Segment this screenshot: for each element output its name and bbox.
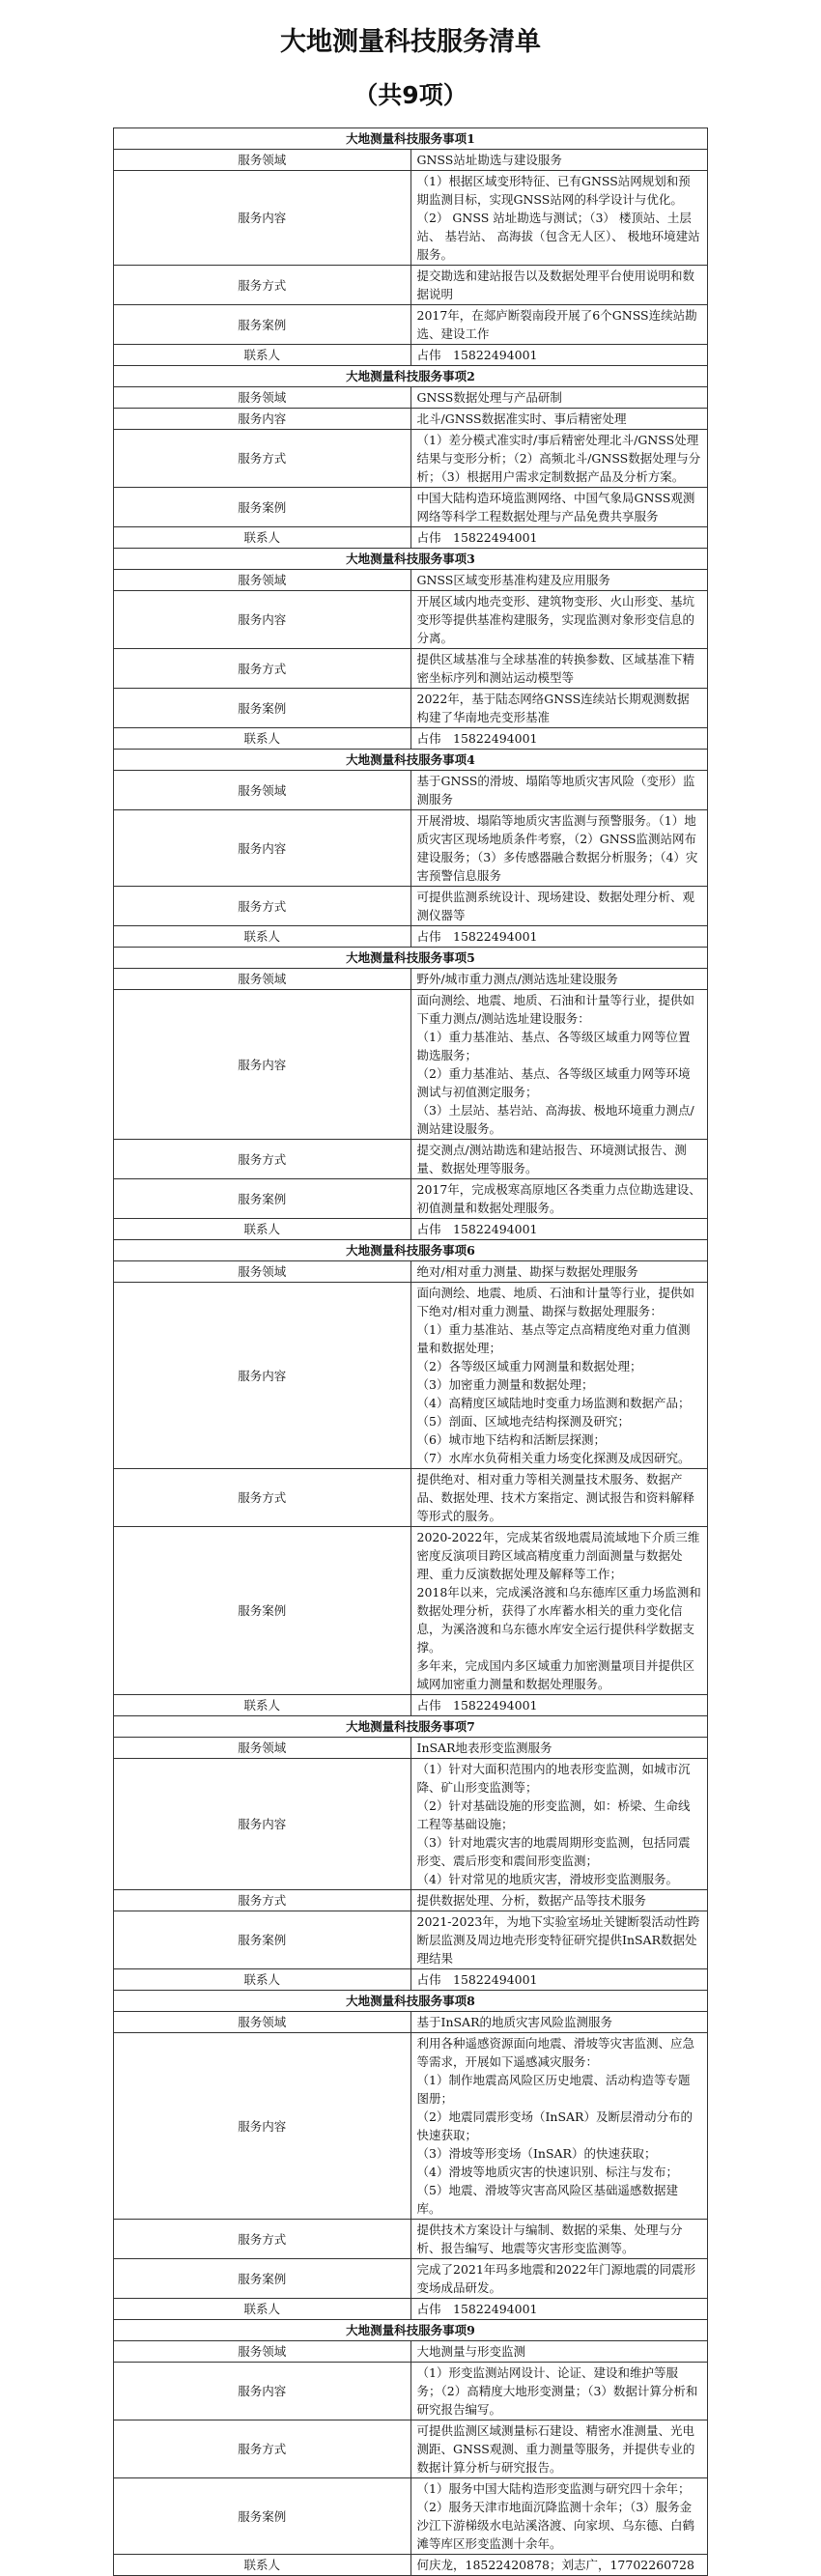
item-case-line: 2020-2022年，完成某省级地震局流域地下介质三维密度反演项目跨区域高精度重力剖面测量与数据处理、重力反演数据处理及解释等工作；: [416, 1530, 700, 1581]
row-label-method: 服务方式: [114, 2420, 411, 2478]
item-content-line: （3）土层站、基岩站、高海拔、极地环境重力测点/测站建设服务。: [416, 1103, 694, 1136]
row-label-content: 服务内容: [114, 171, 411, 266]
item-heading: 大地测量科技服务事项8: [114, 1991, 708, 2012]
item-content-line: （3）针对地震灾害的地震周期形变监测，包括同震形变、震后形变和震间形变监测；: [416, 1835, 691, 1868]
row-label-method: 服务方式: [114, 1469, 411, 1527]
item-case-value: [410, 689, 708, 728]
item-method-value: [410, 649, 708, 689]
item-heading: 大地测量科技服务事项7: [114, 1716, 708, 1738]
item-method-line: 提供技术方案设计与编制、数据的采集、处理与分析、报告编写、地震等灾害形变监测等。: [416, 2222, 683, 2255]
item-heading-row: [114, 750, 708, 771]
item-contact-row: [114, 2299, 708, 2320]
item-case-row: [114, 1527, 708, 1695]
item-content-row: [114, 171, 708, 266]
item-contact-row: [114, 345, 708, 366]
item-field-value: InSAR地表形变监测服务: [410, 1738, 708, 1759]
row-label-contact: 联系人: [114, 1969, 411, 1991]
item-method-value: [410, 1140, 708, 1179]
item-method-value: [410, 1469, 708, 1527]
item-method-line: 提供数据处理、分析，数据产品等技术服务: [416, 1893, 647, 1908]
item-field-value: 绝对/相对重力测量、勘探与数据处理服务: [410, 1261, 708, 1283]
item-content-line: 面向测绘、地震、地质、石油和计量等行业，提供如下重力测点/测站选址建设服务：: [416, 993, 695, 1026]
row-label-method: 服务方式: [114, 649, 411, 689]
item-heading: 大地测量科技服务事项4: [114, 750, 708, 771]
item-contact-row: [114, 1219, 708, 1240]
item-content-line: （1）针对大面积范围内的地表形变监测，如城市沉降、矿山形变监测等；: [416, 1762, 691, 1795]
item-case-value: [410, 305, 708, 345]
row-label-method: 服务方式: [114, 2220, 411, 2259]
item-field-value: 基于GNSS的滑坡、塌陷等地质灾害风险（变形）监测服务: [410, 771, 708, 810]
item-heading-row: [114, 1240, 708, 1261]
item-content-line: （5）地震、滑坡等灾害高风险区基础遥感数据建库。: [416, 2183, 678, 2216]
row-label-method: 服务方式: [114, 266, 411, 305]
item-field-row: [114, 1738, 708, 1759]
item-heading-row: [114, 1716, 708, 1738]
item-content-row: [114, 2363, 708, 2420]
row-label-field: 服务领域: [114, 2341, 411, 2363]
row-label-method: 服务方式: [114, 1140, 411, 1179]
item-content-value: [410, 990, 708, 1140]
item-case-row: [114, 2259, 708, 2299]
row-label-field: 服务领域: [114, 150, 411, 171]
item-field-row: [114, 1261, 708, 1283]
row-label-field: 服务领域: [114, 771, 411, 810]
item-case-value: [410, 488, 708, 527]
item-field-row: [114, 387, 708, 409]
item-contact-value: 占伟 15822494001: [410, 1219, 708, 1240]
item-content-line: （5）剖面、区域地壳结构探测及研究；: [416, 1414, 630, 1429]
item-field-value: 基于InSAR的地质灾害风险监测服务: [410, 2012, 708, 2033]
item-field-value: 野外/城市重力测点/测站选址建设服务: [410, 969, 708, 990]
item-contact-value: 占伟 15822494001: [410, 345, 708, 366]
item-case-value: [410, 1179, 708, 1219]
item-method-line: 提供区域基准与全球基准的转换参数、区域基准下精密坐标序列和测站运动模型等: [416, 652, 695, 685]
item-contact-value: 占伟 15822494001: [410, 1695, 708, 1716]
item-contact-row: [114, 1969, 708, 1991]
item-case-line: 中国大陆构造环境监测网络、中国气象局GNSS观测网络等科学工程数据处理与产品免费共享服务: [416, 491, 695, 524]
item-content-line: （4）针对常见的地质灾害，滑坡形变监测服务。: [416, 1872, 678, 1886]
item-method-value: [410, 2220, 708, 2259]
item-heading-row: [114, 549, 708, 570]
item-case-row: [114, 1179, 708, 1219]
item-content-line: （4）滑坡等地质灾害的快速识别、标注与发布；: [416, 2165, 678, 2179]
item-heading: 大地测量科技服务事项1: [114, 128, 708, 150]
item-method-line: 提交勘选和建站报告以及数据处理平台使用说明和数据说明: [416, 269, 695, 301]
item-content-row: [114, 990, 708, 1140]
document-page: [0, 25, 821, 2576]
item-method-row: [114, 2220, 708, 2259]
item-method-row: [114, 1140, 708, 1179]
item-content-line: （2）各等级区域重力网测量和数据处理；: [416, 1359, 642, 1373]
item-field-row: [114, 2012, 708, 2033]
row-label-content: 服务内容: [114, 591, 411, 649]
item-method-value: [410, 887, 708, 926]
item-heading: 大地测量科技服务事项3: [114, 549, 708, 570]
item-field-row: [114, 150, 708, 171]
row-label-case: 服务案例: [114, 689, 411, 728]
row-label-case: 服务案例: [114, 2478, 411, 2555]
item-content-line: 面向测绘、地震、地质、石油和计量等行业，提供如下绝对/相对重力测量、勘探与数据处理服务：: [416, 1286, 695, 1318]
item-contact-value: 何庆龙，18522420878；刘志广，17702260728: [410, 2555, 708, 2576]
row-label-case: 服务案例: [114, 1527, 411, 1695]
item-method-row: [114, 266, 708, 305]
item-content-line: （7）水库水负荷相关重力场变化探测及成因研究。: [416, 1451, 691, 1465]
item-content-line: （2）地震同震形变场（InSAR）及断层滑动分布的快速获取；: [416, 2109, 693, 2142]
item-case-row: [114, 488, 708, 527]
item-content-value: [410, 591, 708, 649]
row-label-contact: 联系人: [114, 527, 411, 549]
item-contact-row: [114, 1695, 708, 1716]
item-method-line: 可提供监测区域测量标石建设、精密水准测量、光电测距、GNSS观测、重力测量等服务，并提供专业的数据计算分析与研究报告。: [416, 2423, 695, 2475]
row-label-case: 服务案例: [114, 2259, 411, 2299]
item-contact-row: [114, 2555, 708, 2576]
item-field-row: [114, 969, 708, 990]
item-case-value: [410, 1911, 708, 1969]
item-content-row: [114, 1283, 708, 1469]
item-content-value: [410, 2033, 708, 2220]
item-heading: 大地测量科技服务事项6: [114, 1240, 708, 1261]
item-field-row: [114, 2341, 708, 2363]
item-content-line: （1）重力基准站、基点、各等级区域重力网等位置勘选服务；: [416, 1030, 691, 1062]
row-label-case: 服务案例: [114, 1911, 411, 1969]
row-label-case: 服务案例: [114, 488, 411, 527]
item-field-row: [114, 570, 708, 591]
item-content-row: [114, 1759, 708, 1890]
item-content-value: [410, 1759, 708, 1890]
item-case-line: 完成了2021年玛多地震和2022年门源地震的同震形变场成品研发。: [416, 2262, 696, 2295]
row-label-content: 服务内容: [114, 810, 411, 887]
item-content-line: （3）加密重力测量和数据处理；: [416, 1377, 594, 1392]
item-heading-row: [114, 128, 708, 150]
row-label-contact: 联系人: [114, 926, 411, 948]
item-contact-value: 占伟 15822494001: [410, 926, 708, 948]
item-case-line: 2017年，完成极寒高原地区各类重力点位勘选建设、初值测量和数据处理服务。: [416, 1182, 701, 1215]
item-method-row: [114, 1890, 708, 1911]
item-content-line: （2）针对基础设施的形变监测，如：桥梁、生命线工程等基础设施；: [416, 1798, 691, 1831]
item-field-value: GNSS数据处理与产品研制: [410, 387, 708, 409]
item-contact-row: [114, 728, 708, 750]
item-method-line: 可提供监测系统设计、现场建设、数据处理分析、观测仪器等: [416, 890, 695, 922]
item-content-line: （3）滑坡等形变场（InSAR）的快速获取；: [416, 2146, 657, 2161]
item-content-value: [410, 409, 708, 430]
item-case-value: [410, 2259, 708, 2299]
item-heading-row: [114, 366, 708, 387]
item-heading: 大地测量科技服务事项5: [114, 948, 708, 969]
item-method-row: [114, 887, 708, 926]
item-method-value: [410, 2420, 708, 2478]
item-method-value: [410, 430, 708, 488]
item-content-line: （1）根据区域变形特征、已有GNSS站网规划和预期监测目标，实现GNSS站网的科学设计与优化。（2） GNSS 站址勘选与测试；（3） 楼顶站、土层站、 基岩站、 高海拔（包含无人区）、 极地环境建站服务。: [416, 174, 700, 262]
row-label-case: 服务案例: [114, 305, 411, 345]
row-label-content: 服务内容: [114, 409, 411, 430]
item-content-line: （6）城市地下结构和活断层探测；: [416, 1432, 606, 1447]
document-subtitle: （共9项）: [354, 81, 467, 109]
row-label-content: 服务内容: [114, 2363, 411, 2420]
row-label-case: 服务案例: [114, 1179, 411, 1219]
item-case-row: [114, 689, 708, 728]
row-label-contact: 联系人: [114, 1219, 411, 1240]
item-case-value: [410, 1527, 708, 1695]
row-label-method: 服务方式: [114, 887, 411, 926]
item-content-value: [410, 2363, 708, 2420]
item-field-row: [114, 771, 708, 810]
item-case-line: （1）服务中国大陆构造形变监测与研究四十余年；（2）服务天津市地面沉降监测十余年；（3）服务金沙江下游梯级水电站溪洛渡、向家坝、乌东德、白鹤滩等库区形变监测十余年。: [416, 2481, 695, 2551]
item-heading-row: [114, 2320, 708, 2341]
row-label-content: 服务内容: [114, 2033, 411, 2220]
row-label-contact: 联系人: [114, 2555, 411, 2576]
item-content-line: （1）制作地震高风险区历史地震、活动构造等专题图册；: [416, 2073, 691, 2106]
document-title: 大地测量科技服务清单: [280, 27, 541, 57]
item-contact-value: 占伟 15822494001: [410, 527, 708, 549]
row-label-content: 服务内容: [114, 1283, 411, 1469]
item-case-line: 多年来，完成国内多区域重力加密测量项目并提供区域网加密重力测量和数据处理服务。: [416, 1658, 695, 1691]
item-content-line: 利用各种遥感资源面向地震、滑坡等灾害监测、应急等需求，开展如下遥感减灾服务：: [416, 2036, 695, 2069]
item-method-value: [410, 1890, 708, 1911]
row-label-method: 服务方式: [114, 1890, 411, 1911]
row-label-field: 服务领域: [114, 969, 411, 990]
item-method-line: （1）差分模式准实时/事后精密处理北斗/GNSS处理结果与变形分析；（2）高频北斗/GNSS数据处理与分析；（3）根据用户需求定制数据产品及分析方案。: [416, 433, 701, 484]
item-content-line: 开展滑坡、塌陷等地质灾害监测与预警服务。（1）地质灾害区现场地质条件考察，（2）GNSS监测站网布建设服务；（3）多传感器融合数据分析服务；（4）灾害预警信息服务: [416, 813, 698, 883]
row-label-content: 服务内容: [114, 1759, 411, 1890]
item-field-value: GNSS站址勘选与建设服务: [410, 150, 708, 171]
row-label-field: 服务领域: [114, 387, 411, 409]
service-list-table: [113, 127, 708, 2576]
item-method-row: [114, 649, 708, 689]
item-content-value: [410, 171, 708, 266]
row-label-contact: 联系人: [114, 345, 411, 366]
item-contact-value: 占伟 15822494001: [410, 2299, 708, 2320]
item-contact-value: 占伟 15822494001: [410, 728, 708, 750]
item-case-line: 2022年，基于陆态网络GNSS连续站长期观测数据构建了华南地壳变形基准: [416, 692, 690, 724]
item-content-value: [410, 1283, 708, 1469]
item-heading-row: [114, 1991, 708, 2012]
item-case-line: 2017年，在郯庐断裂南段开展了6个GNSS连续站勘选、建设工作: [416, 308, 697, 341]
item-contact-value: 占伟 15822494001: [410, 1969, 708, 1991]
item-case-row: [114, 1911, 708, 1969]
item-content-line: （1）重力基准站、基点等定点高精度绝对重力值测量和数据处理；: [416, 1322, 691, 1355]
item-contact-row: [114, 926, 708, 948]
item-content-row: [114, 810, 708, 887]
item-contact-row: [114, 527, 708, 549]
item-method-line: 提交测点/测站勘选和建站报告、环境测试报告、测量、数据处理等服务。: [416, 1143, 687, 1175]
item-case-value: [410, 2478, 708, 2555]
item-case-line: 2018年以来，完成溪洛渡和乌东德库区重力场监测和数据处理分析，获得了水库蓄水相关的重力变化信息，为溪洛渡和乌东德水库安全运行提供科学数据支撑。: [416, 1585, 701, 1655]
item-method-row: [114, 2420, 708, 2478]
row-label-contact: 联系人: [114, 1695, 411, 1716]
row-label-method: 服务方式: [114, 430, 411, 488]
item-content-row: [114, 591, 708, 649]
item-content-row: [114, 2033, 708, 2220]
item-content-line: 北斗/GNSS数据准实时、事后精密处理: [416, 411, 627, 426]
item-content-value: [410, 810, 708, 887]
item-case-row: [114, 2478, 708, 2555]
item-heading: 大地测量科技服务事项2: [114, 366, 708, 387]
item-case-line: 2021-2023年，为地下实验室场址关键断裂活动性跨断层监测及周边地壳形变特征研究提供InSAR数据处理结果: [416, 1914, 700, 1966]
row-label-field: 服务领域: [114, 1738, 411, 1759]
item-content-line: （1）形变监测站网设计、论证、建设和维护等服务；（2）高精度大地形变测量；（3）数据计算分析和研究报告编写。: [416, 2365, 698, 2417]
row-label-field: 服务领域: [114, 2012, 411, 2033]
item-content-line: （4）高精度区域陆地时变重力场监测和数据产品；: [416, 1396, 691, 1410]
item-method-row: [114, 430, 708, 488]
item-field-value: 大地测量与形变监测: [410, 2341, 708, 2363]
item-method-line: 提供绝对、相对重力等相关测量技术服务、数据产品、数据处理、技术方案指定、测试报告和资料解释等形式的服务。: [416, 1472, 695, 1523]
item-method-row: [114, 1469, 708, 1527]
item-heading: 大地测量科技服务事项9: [114, 2320, 708, 2341]
item-heading-row: [114, 948, 708, 969]
row-label-contact: 联系人: [114, 2299, 411, 2320]
item-method-value: [410, 266, 708, 305]
item-content-row: [114, 409, 708, 430]
item-field-value: GNSS区域变形基准构建及应用服务: [410, 570, 708, 591]
row-label-contact: 联系人: [114, 728, 411, 750]
item-case-row: [114, 305, 708, 345]
row-label-field: 服务领域: [114, 570, 411, 591]
item-content-line: （2）重力基准站、基点、各等级区域重力网等环境测试与初值测定服务；: [416, 1066, 691, 1099]
item-content-line: 开展区域内地壳变形、建筑物变形、火山形变、基坑变形等提供基准构建服务，实现监测对象形变信息的分离。: [416, 594, 695, 645]
row-label-field: 服务领域: [114, 1261, 411, 1283]
row-label-content: 服务内容: [114, 990, 411, 1140]
